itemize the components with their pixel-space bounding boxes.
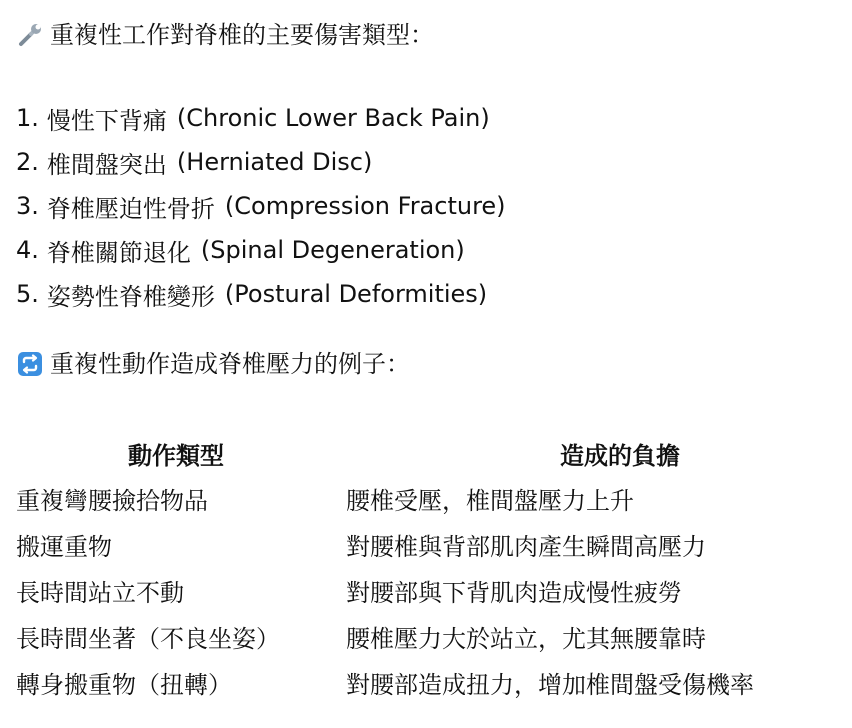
- list-item-en: (Chronic Lower Back Pain): [176, 104, 490, 132]
- table-cell-burden: 腰椎壓力大於站立，尤其無腰靠時: [346, 625, 706, 653]
- list-item-number: 1.: [16, 104, 39, 132]
- list-item-number: 3.: [16, 192, 39, 220]
- table-row: [0, 570, 852, 616]
- table-row: [0, 524, 852, 570]
- list-item-zh: 脊椎關節退化: [46, 238, 191, 267]
- list-item: [16, 184, 506, 228]
- section2-title: 重複性動作造成脊椎壓力的例子：: [50, 350, 410, 378]
- list-item-number: 4.: [16, 236, 39, 264]
- table-cell-burden: 對腰部與下背肌肉造成慢性疲勞: [346, 579, 682, 607]
- table-row: [0, 478, 852, 524]
- list-item-en: (Herniated Disc): [176, 148, 373, 176]
- list-item: [16, 96, 506, 140]
- list-item-en: (Postural Deformities): [224, 280, 488, 308]
- list-item-zh: 脊椎壓迫性骨折: [46, 194, 215, 223]
- stress-examples-table: [0, 434, 852, 708]
- table-cell-burden: 對腰椎與背部肌肉產生瞬間高壓力: [346, 533, 706, 561]
- wrench-icon: [16, 21, 44, 49]
- list-item: [16, 272, 506, 316]
- table-row: [0, 616, 852, 662]
- repeat-icon: [16, 350, 44, 378]
- list-item-en: (Spinal Degeneration): [200, 236, 465, 264]
- column-header-action-type: 動作類型: [128, 442, 224, 470]
- table-header: [0, 434, 852, 478]
- list-item-number: 5.: [16, 280, 39, 308]
- list-item: [16, 228, 506, 272]
- column-header-burden: 造成的負擔: [560, 442, 680, 470]
- section2-heading: [16, 346, 410, 382]
- list-item: [16, 140, 506, 184]
- table-cell-action: 搬運重物: [16, 533, 112, 561]
- table-cell-action: 轉身搬重物（扭轉）: [16, 671, 232, 699]
- section1-heading: [16, 17, 434, 53]
- table-cell-burden: 腰椎受壓，椎間盤壓力上升: [346, 487, 634, 515]
- list-item-zh: 椎間盤突出: [46, 150, 167, 179]
- table-cell-action: 重複彎腰撿拾物品: [16, 487, 208, 515]
- table-cell-burden: 對腰部造成扭力，增加椎間盤受傷機率: [346, 671, 754, 699]
- table-cell-action: 長時間站立不動: [16, 579, 184, 607]
- table-row: [0, 662, 852, 708]
- injury-type-list: [16, 96, 506, 316]
- section1-title: 重複性工作對脊椎的主要傷害類型：: [50, 21, 434, 49]
- list-item-zh: 姿勢性脊椎變形: [46, 282, 215, 311]
- table-cell-action: 長時間坐著（不良坐姿）: [16, 625, 280, 653]
- list-item-en: (Compression Fracture): [224, 192, 506, 220]
- list-item-zh: 慢性下背痛: [46, 106, 167, 135]
- list-item-number: 2.: [16, 148, 39, 176]
